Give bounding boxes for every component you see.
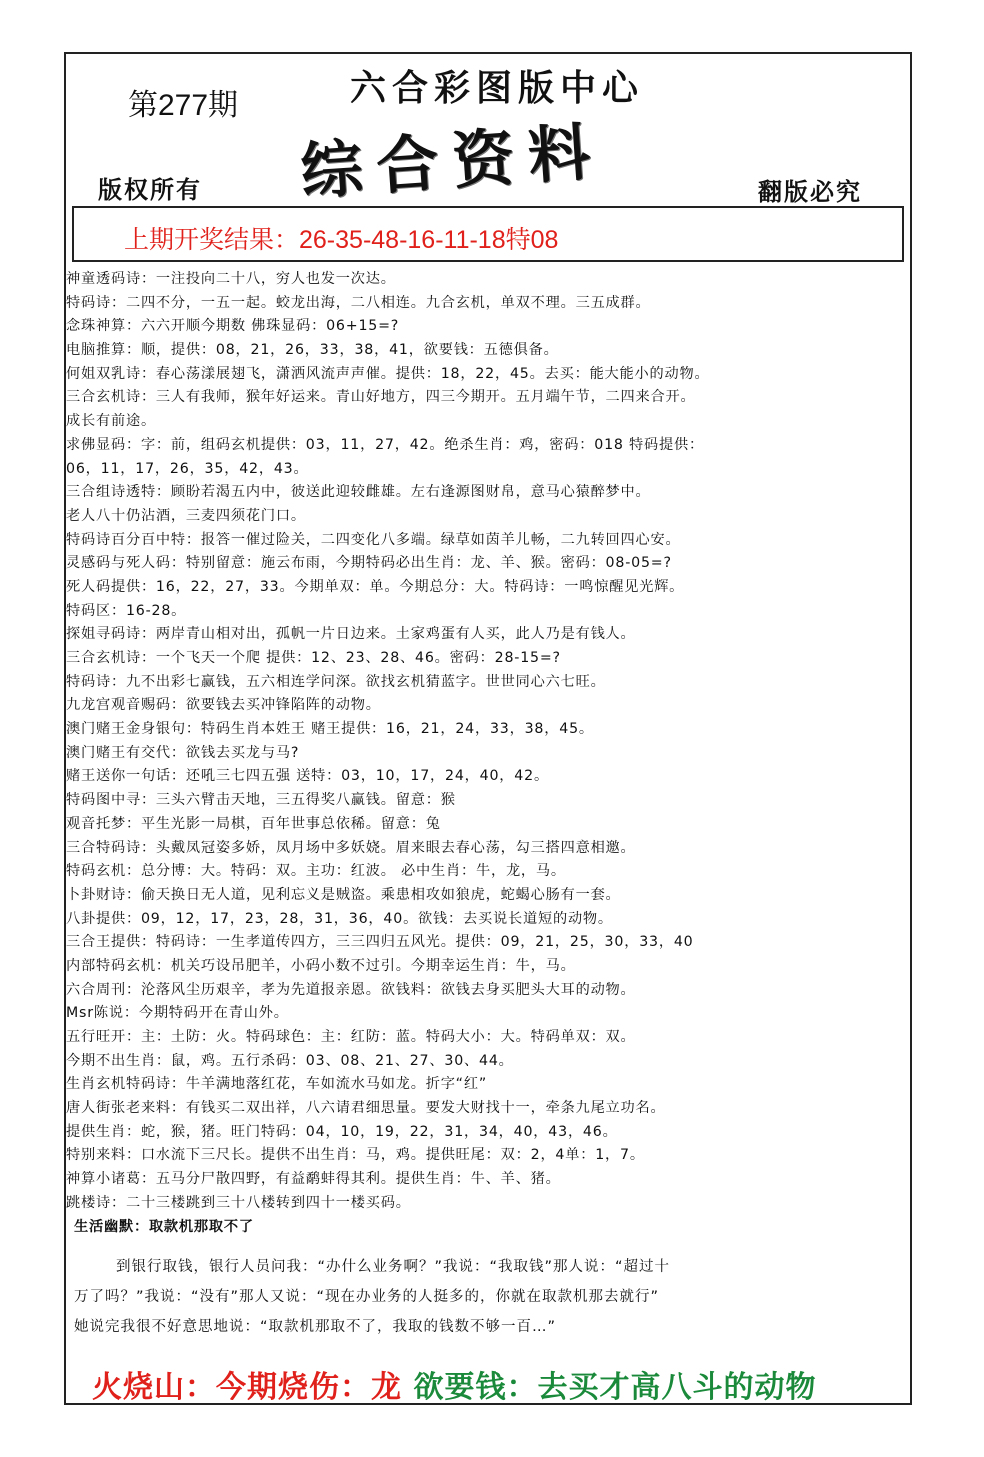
info-line: 特码诗：二四不分，一五一起。蛟龙出海，二八相连。九合玄机，单双不理。三五成群。 bbox=[66, 294, 651, 311]
main-title: 综合资料 bbox=[298, 114, 607, 209]
issue-number: 第277期 bbox=[128, 89, 239, 122]
bottom-fire: 火烧山：今期烧伤：龙 bbox=[92, 1370, 402, 1405]
humor-line: 到银行取钱，银行人员问我：“办什么业务啊？”我说：“我取钱”那人说：“超过十 bbox=[116, 1259, 671, 1275]
info-line: 跳楼诗：二十三楼跳到三十八楼转到四十一楼买码。 bbox=[66, 1194, 411, 1211]
info-line: 赌王送你一句话：还吼三七四五强 送特：03，10，17，24，40，42。 bbox=[66, 768, 549, 785]
info-line: 死人码提供：16，22，27，33。今期单双：单。今期总分：大。特码诗：一鸣惊醒见光辉。 bbox=[66, 578, 685, 595]
info-line: 念珠神算：六六开顺今期数 佛珠显码：06+15=? bbox=[66, 318, 400, 335]
info-line: 六合周刊：沦落风尘历艰辛，孝为先道报亲恩。欲钱料：欲钱去身买肥头大耳的动物。 bbox=[66, 981, 636, 998]
info-line: 今期不出生肖：鼠，鸡。五行杀码：03、08、21、27、30、44。 bbox=[66, 1052, 514, 1069]
info-line: 五行旺开：主：土防：火。特码球色：主：红防：蓝。特码大小：大。特码单双：双。 bbox=[66, 1029, 636, 1045]
info-line: 生肖玄机特码诗：牛羊满地落红花，车如流水马如龙。折字“红” bbox=[66, 1076, 487, 1093]
bottom-banner bbox=[92, 1362, 816, 1406]
info-line: 何姐双乳诗：春心荡漾展翅飞，潇洒风流声声催。提供：18，22，45。去买：能大能小的动物。 bbox=[66, 365, 710, 382]
info-line: 提供生肖：蛇，猴，猪。旺门特码：04，10，19，22，31，34，40，43，46。 bbox=[66, 1123, 618, 1140]
info-line: 电脑推算：顺，提供：08，21，26，33，38，41，欲要钱：五德俱备。 bbox=[66, 342, 559, 359]
info-line: 特码诗百分百中特：报答一催过险关，二四变化八多端。绿草如茵羊儿畅，二九转回四心安。 bbox=[66, 531, 681, 548]
info-line: 观音托梦：平生光影一局棋，百年世事总依稀。留意：兔 bbox=[66, 815, 441, 832]
info-line: 卜卦财诗：偷天换日无人道，见利忘义是贼盗。乘患相攻如狼虎，蛇蝎心肠有一套。 bbox=[66, 886, 621, 903]
info-line: 特码图中寻：三头六臂击天地，三五得奖八赢钱。留意：猴 bbox=[66, 792, 456, 809]
info-line: 成长有前途。 bbox=[66, 413, 156, 430]
info-line: 神童透码诗：一注投向二十八，穷人也发一次达。 bbox=[66, 271, 396, 287]
info-line: Msr陈说：今期特码开在青山外。 bbox=[66, 1005, 289, 1022]
info-line: 三合特码诗：头戴凤冠姿多娇，凤月场中多妖娆。眉来眼去春心荡，勾三搭四意相邀。 bbox=[66, 839, 636, 856]
bottom-money: 欲要钱：去买才高八斗的动物 bbox=[402, 1370, 817, 1405]
info-line: 特码诗：九不出彩七赢钱，五六相连学问深。欲找玄机猜蓝字。世世同心六七旺。 bbox=[66, 673, 606, 690]
info-line: 三合王提供：特码诗：一生孝道传四方，三三四归五风光。提供：09，21，25，30，33，40 bbox=[66, 934, 694, 951]
info-line: 内部特码玄机：机关巧设吊肥羊，小码小数不过引。今期幸运生肖：牛，马。 bbox=[66, 957, 576, 974]
info-line: 特码玄机：总分博：大。特码：双。主功：红波。 必中生肖：牛，龙，马。 bbox=[66, 863, 566, 880]
info-line: 06，11，17，26，35，42，43。 bbox=[66, 460, 309, 477]
humor-paragraph bbox=[74, 1252, 884, 1342]
info-line: 九龙宫观音赐码：欲要钱去买冲锋陷阵的动物。 bbox=[66, 697, 381, 714]
info-line: 八卦提供：09，12，17，23，28，31，36，40。欲钱：去买说长道短的动物。 bbox=[66, 910, 613, 927]
info-line: 特码区：16-28。 bbox=[66, 602, 187, 619]
center-title: 六合彩图版中心 bbox=[350, 67, 645, 109]
info-line: 三合玄机诗：一个飞天一个爬 提供：12、23、28、46。密码：28-15=? bbox=[66, 650, 561, 666]
info-line: 三合玄机诗：三人有我师，猴年好运来。青山好地方，四三今期开。五月端午节，二四来合开。 bbox=[66, 389, 696, 406]
info-line: 三合组诗透特：顾盼若渴五内中，彼送此迎较雌雄。左右逢源图财帛，意马心猿醉梦中。 bbox=[66, 484, 651, 501]
piracy-note: 翻版必究 bbox=[758, 177, 862, 206]
info-line: 求佛显码：字：前，组码玄机提供：03，11，27，42。绝杀生肖：鸡，密码：018 特码提供： bbox=[66, 436, 704, 453]
humor-line: 万了吗？”我说：“没有”那人又说：“现在办业务的人挺多的，你就在取款机那去就行” bbox=[74, 1289, 660, 1305]
last-result: 上期开奖结果：26-35-48-16-11-18特08 bbox=[124, 226, 559, 254]
info-line: 探姐寻码诗：两岸青山相对出，孤帆一片日边来。土家鸡蛋有人买，此人乃是有钱人。 bbox=[66, 626, 636, 643]
info-line: 澳门赌王有交代：欲钱去买龙与马? bbox=[66, 744, 300, 761]
humor-line: 她说完我很不好意思地说：“取款机那取不了，我取的钱数不够一百…” bbox=[74, 1319, 557, 1335]
info-line: 澳门赌王金身银句：特码生肖本姓王 赌王提供：16，21，24，33，38，45。 bbox=[66, 721, 594, 738]
info-line: 特别来料：口水流下三尺长。提供不出生肖：马，鸡。提供旺尾：双：2，4单：1，7。 bbox=[66, 1147, 645, 1164]
info-line: 神算小诸葛：五马分尸散四野，有益鹬蚌得其利。提供生肖：牛、羊、猪。 bbox=[66, 1171, 561, 1188]
copyright-note: 版权所有 bbox=[98, 175, 202, 204]
info-lines bbox=[66, 268, 906, 1239]
info-line: 老人八十仍沾酒，三麦四须花门口。 bbox=[66, 507, 306, 524]
humor-title: 生活幽默：取款机那取不了 bbox=[74, 1218, 254, 1235]
info-line: 灵感码与死人码：特别留意：施云布雨，今期特码必出生肖：龙、羊、猴。密码：08-05=? bbox=[66, 555, 672, 572]
info-line: 唐人街张老来料：有钱买二双出祥，八六请君细思量。要发大财找十一，牵条九尾立功名。 bbox=[66, 1100, 666, 1117]
